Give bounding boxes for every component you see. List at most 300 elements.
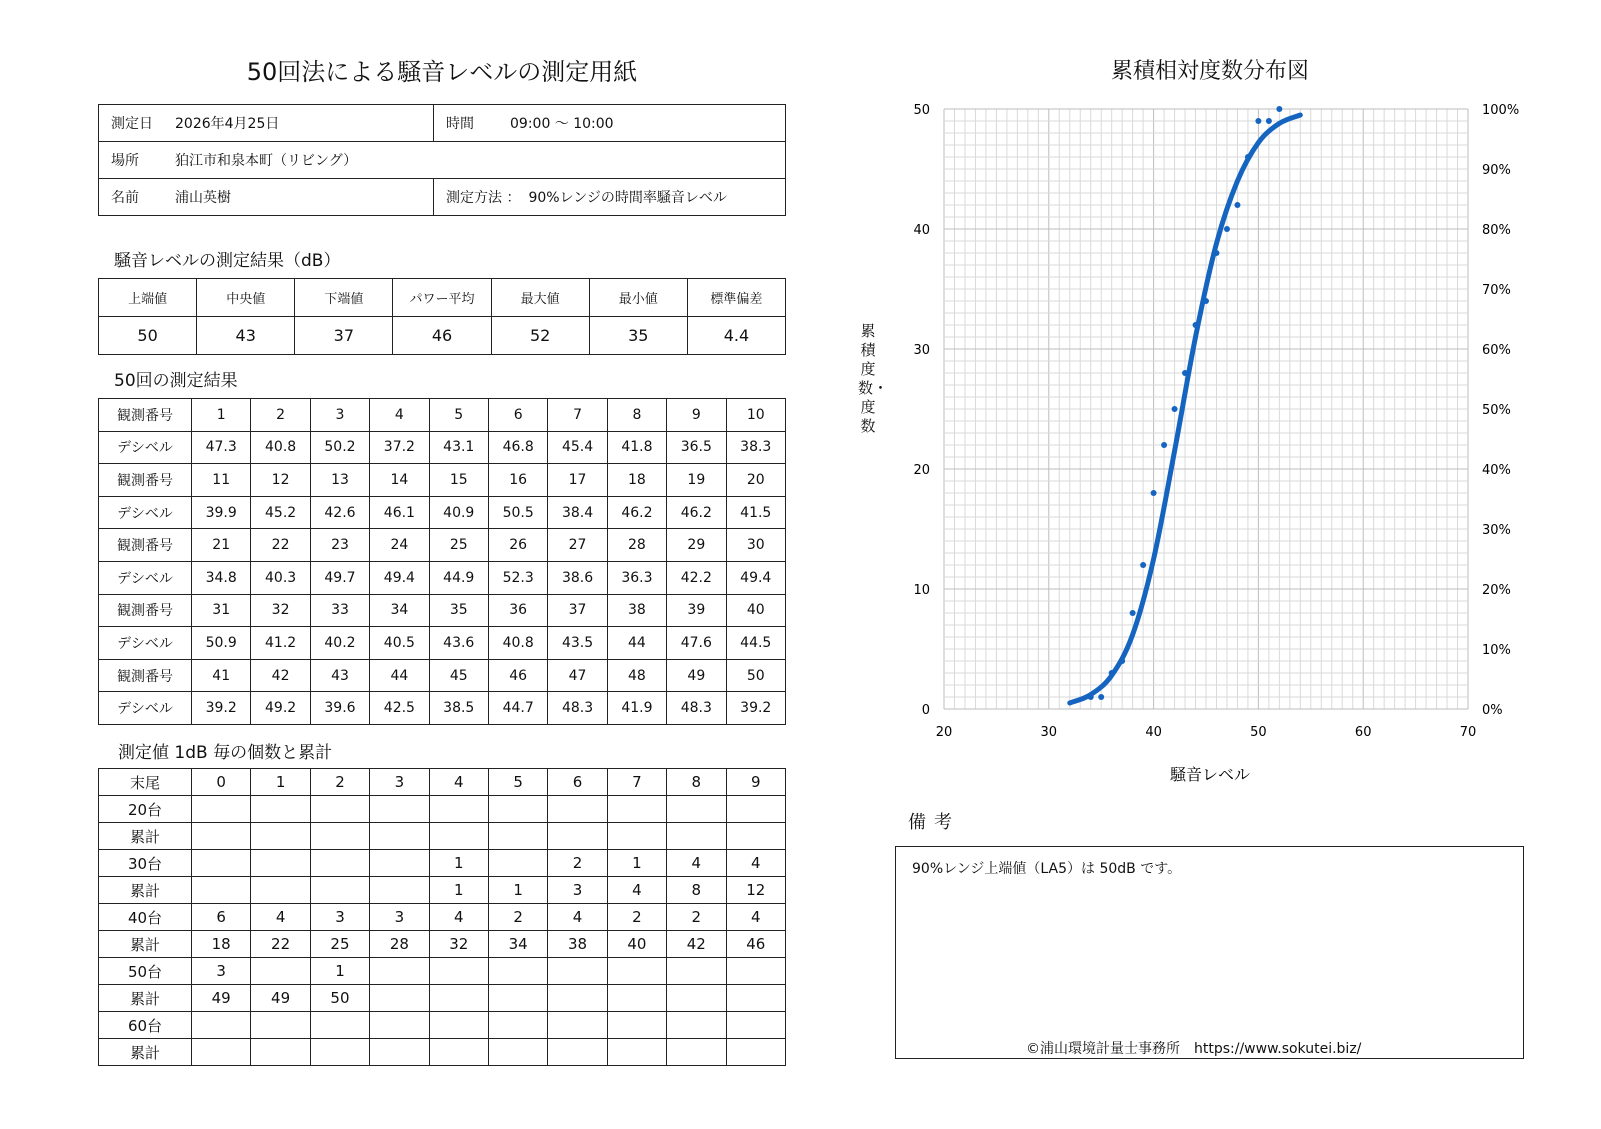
measurement-db: 43.5: [548, 627, 607, 660]
tally-cell: [251, 823, 310, 850]
measurement-db: 47.3: [192, 431, 251, 464]
measurement-number: 30: [726, 529, 785, 562]
notes-text: 90%レンジ上端値（LA5）は 50dB です。: [912, 861, 1182, 877]
measurement-value-row: [99, 627, 786, 660]
tally-cell: [607, 823, 666, 850]
tally-cell: 4: [726, 904, 785, 931]
measurement-db: 49.7: [310, 561, 369, 594]
measurement-number: 32: [251, 594, 310, 627]
measurement-db: 46.8: [488, 431, 547, 464]
time-label: 時間: [446, 116, 474, 132]
tally-cell: [548, 958, 607, 985]
measurement-number: 50: [726, 659, 785, 692]
data-point: [1234, 202, 1240, 208]
tally-cell: 1: [607, 850, 666, 877]
measurement-number: 10: [726, 399, 785, 432]
stats-header: 最小値: [589, 279, 687, 317]
tally-cell: [251, 958, 310, 985]
measurement-number: 38: [607, 594, 666, 627]
y2-tick-label: 70%: [1482, 283, 1511, 298]
tally-cell: [667, 958, 726, 985]
tally-row-label: 累計: [99, 931, 192, 958]
measurement-number: 5: [429, 399, 488, 432]
tally-row-label: 50台: [99, 958, 192, 985]
tally-cell: 50: [310, 985, 369, 1012]
tally-digit: 1: [251, 769, 310, 796]
measurement-db: 41.8: [607, 431, 666, 464]
tally-cell: [429, 958, 488, 985]
y2-tick-label: 100%: [1482, 103, 1520, 118]
tally-cell: [429, 1012, 488, 1039]
measurement-db: 40.5: [370, 627, 429, 660]
tally-cell: [607, 958, 666, 985]
tally-cell: [607, 1012, 666, 1039]
date-cell: [99, 105, 434, 142]
tally-cell: [370, 1012, 429, 1039]
info-table: [98, 104, 786, 216]
measurement-number: 35: [429, 594, 488, 627]
tally-cell: 4: [607, 877, 666, 904]
stats-value: 37: [295, 317, 393, 355]
tally-cell: 28: [370, 931, 429, 958]
measurement-db: 41.2: [251, 627, 310, 660]
y-tick-label: 0: [921, 703, 930, 718]
measurement-number: 22: [251, 529, 310, 562]
tally-cell: [370, 958, 429, 985]
notes-title: 備考: [908, 812, 960, 833]
data-point: [1140, 562, 1146, 568]
measurement-value-row: [99, 561, 786, 594]
tally-row-label: 累計: [99, 1039, 192, 1066]
measurement-number: 12: [251, 464, 310, 497]
tally-cell: [429, 1039, 488, 1066]
tally-cell: [192, 850, 251, 877]
stats-value: 43: [197, 317, 295, 355]
measurement-db: 39.9: [192, 496, 251, 529]
chart-ylabel: 累積度数・度数: [858, 322, 889, 435]
measurement-number: 8: [607, 399, 666, 432]
measurement-db: 36.5: [667, 431, 726, 464]
tally-cell: 3: [548, 877, 607, 904]
data-point: [1130, 610, 1136, 616]
tally-digit: 3: [370, 769, 429, 796]
measurement-number: 15: [429, 464, 488, 497]
tally-cell: [370, 877, 429, 904]
measurement-number: 37: [548, 594, 607, 627]
data-point: [1276, 106, 1282, 112]
stats-value: 35: [589, 317, 687, 355]
data-point: [1182, 370, 1188, 376]
tally-cell: [310, 1039, 369, 1066]
tally-cell: [488, 1012, 547, 1039]
tally-digit: 0: [192, 769, 251, 796]
data-point: [1109, 670, 1115, 676]
tally-cell: [488, 850, 547, 877]
x-tick-label: 60: [1354, 725, 1372, 740]
measurement-db: 40.8: [251, 431, 310, 464]
measurement-number: 6: [488, 399, 547, 432]
measurement-number: 46: [488, 659, 547, 692]
measurement-number: 29: [667, 529, 726, 562]
y2-tick-label: 90%: [1482, 163, 1511, 178]
tally-cell: [310, 1012, 369, 1039]
tally-row-label: 60台: [99, 1012, 192, 1039]
tally-title: 測定値 1dB 毎の個数と累計: [118, 743, 333, 763]
measurement-db: 44.9: [429, 561, 488, 594]
measurement-number: 25: [429, 529, 488, 562]
tally-cell: [667, 1039, 726, 1066]
tally-cell: [548, 796, 607, 823]
tally-table: [98, 768, 786, 1066]
row-label: デシベル: [99, 496, 192, 529]
measurement-db: 47.6: [667, 627, 726, 660]
tally-row-label: 累計: [99, 877, 192, 904]
x-tick-label: 40: [1145, 725, 1162, 740]
tally-cell: [251, 850, 310, 877]
tally-cell: 1: [488, 877, 547, 904]
data-point: [1172, 406, 1178, 412]
row-label: デシベル: [99, 627, 192, 660]
stats-value: 52: [491, 317, 589, 355]
measurement-number: 33: [310, 594, 369, 627]
measurement-number: 1: [192, 399, 251, 432]
measurement-number: 18: [607, 464, 666, 497]
tally-cell: [429, 985, 488, 1012]
data-point: [1098, 694, 1104, 700]
tally-cell: [251, 877, 310, 904]
measurement-db: 34.8: [192, 561, 251, 594]
measurement-number: 3: [310, 399, 369, 432]
measurement-number: 26: [488, 529, 547, 562]
y2-tick-label: 30%: [1482, 523, 1511, 538]
measurement-number-row: [99, 594, 786, 627]
tally-cell: [726, 958, 785, 985]
footer-credit: ©浦山環境計量士事務所 https://www.sokutei.biz/: [1026, 1041, 1362, 1057]
row-label: 観測番号: [99, 529, 192, 562]
tally-cell: [370, 985, 429, 1012]
stats-header: パワー平均: [393, 279, 491, 317]
tally-cell: [310, 796, 369, 823]
name-value: 浦山英樹: [175, 190, 231, 206]
tally-cell: [251, 796, 310, 823]
tally-cell: 25: [310, 931, 369, 958]
place-label: 場所: [111, 153, 139, 169]
measurement-number: 42: [251, 659, 310, 692]
measurement-number: 49: [667, 659, 726, 692]
data-point: [1266, 118, 1272, 124]
tally-cell: 4: [251, 904, 310, 931]
tally-cell: 4: [548, 904, 607, 931]
measurement-number: 34: [370, 594, 429, 627]
tally-cell: [251, 1039, 310, 1066]
measurement-db: 48.3: [667, 692, 726, 725]
y-tick-label: 30: [913, 343, 930, 358]
tally-cell: [607, 796, 666, 823]
data-point: [1161, 442, 1167, 448]
measurement-db: 49.4: [726, 561, 785, 594]
tally-header-label: 末尾: [99, 769, 192, 796]
tally-cell: [488, 796, 547, 823]
measurement-db: 38.3: [726, 431, 785, 464]
measurement-number: 7: [548, 399, 607, 432]
tally-cell: 1: [429, 850, 488, 877]
tally-cell: [251, 1012, 310, 1039]
measurement-db: 46.2: [607, 496, 666, 529]
tally-digit: 9: [726, 769, 785, 796]
tally-cell: 46: [726, 931, 785, 958]
tally-cell: [370, 850, 429, 877]
measurement-db: 40.9: [429, 496, 488, 529]
tally-cell: [192, 1039, 251, 1066]
tally-cell: [726, 1012, 785, 1039]
measurement-number: 14: [370, 464, 429, 497]
tally-cell: 4: [429, 904, 488, 931]
measurement-db: 44.5: [726, 627, 785, 660]
tally-cell: [726, 1039, 785, 1066]
method-label: 測定方法 ：: [446, 190, 521, 206]
tally-digit: 6: [548, 769, 607, 796]
y2-tick-label: 10%: [1482, 643, 1511, 658]
tally-row-label: 40台: [99, 904, 192, 931]
tally-cell: [488, 985, 547, 1012]
tally-cell: 12: [726, 877, 785, 904]
measurement-db: 50.2: [310, 431, 369, 464]
measurements-table: [98, 398, 786, 725]
tally-cell: 4: [726, 850, 785, 877]
measurement-number: 2: [251, 399, 310, 432]
tally-cell: [310, 823, 369, 850]
measurement-db: 52.3: [488, 561, 547, 594]
tally-cell: [488, 958, 547, 985]
measurement-db: 45.4: [548, 431, 607, 464]
measurement-db: 38.4: [548, 496, 607, 529]
tally-cell: 22: [251, 931, 310, 958]
tally-cell: [548, 823, 607, 850]
tally-cell: 2: [488, 904, 547, 931]
measurement-db: 49.2: [251, 692, 310, 725]
row-label: 観測番号: [99, 594, 192, 627]
y-tick-label: 20: [913, 463, 930, 478]
data-point: [1151, 490, 1157, 496]
tally-row-label: 20台: [99, 796, 192, 823]
measurement-number: 44: [370, 659, 429, 692]
tally-cell: 2: [548, 850, 607, 877]
time-value: 09:00 ～ 10:00: [510, 116, 614, 132]
tally-cell: 49: [192, 985, 251, 1012]
tally-cell: [667, 1012, 726, 1039]
y-tick-label: 40: [913, 223, 930, 238]
data-point: [1193, 322, 1199, 328]
stats-header: 上端値: [99, 279, 197, 317]
data-point: [1224, 226, 1230, 232]
measurement-number: 19: [667, 464, 726, 497]
measurement-db: 45.2: [251, 496, 310, 529]
measurement-db: 38.6: [548, 561, 607, 594]
place-value: 狛江市和泉本町（リビング）: [175, 153, 358, 169]
results-title: 騒音レベルの測定結果（dB）: [114, 251, 341, 271]
tally-cell: 40: [607, 931, 666, 958]
measurement-db: 40.8: [488, 627, 547, 660]
name-cell: [99, 179, 434, 216]
measurement-number: 39: [667, 594, 726, 627]
row-label: 観測番号: [99, 399, 192, 432]
tally-cell: [607, 1039, 666, 1066]
row-label: 観測番号: [99, 464, 192, 497]
measurement-db: 42.6: [310, 496, 369, 529]
place-cell: [99, 142, 786, 179]
tally-cell: [488, 1039, 547, 1066]
tally-cell: [370, 823, 429, 850]
measurement-db: 50.5: [488, 496, 547, 529]
date-label: 測定日: [111, 116, 153, 132]
tally-cell: [192, 796, 251, 823]
tally-cell: [310, 850, 369, 877]
measurement-db: 46.1: [370, 496, 429, 529]
measurement-db: 40.3: [251, 561, 310, 594]
measurement-number: 47: [548, 659, 607, 692]
measurement-db: 42.5: [370, 692, 429, 725]
tally-cell: [726, 985, 785, 1012]
y2-tick-label: 80%: [1482, 223, 1511, 238]
tally-cell: [607, 985, 666, 1012]
page-title: 50回法による騒音レベルの測定用紙: [246, 58, 638, 86]
row-label: デシベル: [99, 561, 192, 594]
tally-cell: 1: [429, 877, 488, 904]
measurement-number-row: [99, 464, 786, 497]
tally-cell: [429, 823, 488, 850]
stats-header: 最大値: [491, 279, 589, 317]
tally-cell: [726, 796, 785, 823]
x-tick-label: 30: [1040, 725, 1058, 740]
stats-header: 標準偏差: [687, 279, 785, 317]
stats-header: 下端値: [295, 279, 393, 317]
tally-cell: 8: [667, 877, 726, 904]
stats-value: 50: [99, 317, 197, 355]
data-point: [1255, 118, 1261, 124]
measurement-db: 48.3: [548, 692, 607, 725]
tally-cell: 42: [667, 931, 726, 958]
tally-digit: 5: [488, 769, 547, 796]
measurement-db: 36.3: [607, 561, 666, 594]
data-point: [1213, 250, 1219, 256]
tally-cell: 3: [192, 958, 251, 985]
date-value: 2026年4月25日: [175, 116, 280, 132]
measurement-value-row: [99, 496, 786, 529]
measurement-number: 41: [192, 659, 251, 692]
y-tick-label: 10: [913, 583, 930, 598]
measurement-number: 43: [310, 659, 369, 692]
row-label: デシベル: [99, 431, 192, 464]
measurement-number: 9: [667, 399, 726, 432]
x-tick-label: 20: [935, 725, 953, 740]
measurement-number-row: [99, 399, 786, 432]
measurement-db: 43.1: [429, 431, 488, 464]
tally-cell: 3: [370, 904, 429, 931]
chart-xlabel: 騒音レベル: [1169, 765, 1251, 784]
measurement-db: 44.7: [488, 692, 547, 725]
tally-cell: 6: [192, 904, 251, 931]
tally-row-label: 累計: [99, 823, 192, 850]
method-value: 90%レンジの時間率騒音レベル: [528, 190, 727, 206]
measurement-number: 13: [310, 464, 369, 497]
tally-cell: [310, 877, 369, 904]
measurement-number: 45: [429, 659, 488, 692]
measurement-db: 43.6: [429, 627, 488, 660]
method-cell: [434, 179, 786, 216]
data-point: [1245, 154, 1251, 160]
tally-cell: [192, 877, 251, 904]
stats-table: [98, 278, 786, 355]
tally-digit: 4: [429, 769, 488, 796]
measurement-db: 41.9: [607, 692, 666, 725]
tally-cell: 18: [192, 931, 251, 958]
measurement-db: 39.2: [726, 692, 785, 725]
tally-cell: [726, 823, 785, 850]
tally-cell: 2: [667, 904, 726, 931]
row-label: 観測番号: [99, 659, 192, 692]
tally-cell: [667, 823, 726, 850]
tally-digit: 2: [310, 769, 369, 796]
stats-value: 4.4: [687, 317, 785, 355]
tally-cell: [548, 1012, 607, 1039]
measurement-number: 11: [192, 464, 251, 497]
tally-cell: [370, 1039, 429, 1066]
tally-cell: [370, 796, 429, 823]
tally-cell: [488, 823, 547, 850]
tally-cell: 32: [429, 931, 488, 958]
tally-cell: [548, 1039, 607, 1066]
measurement-number: 31: [192, 594, 251, 627]
tally-cell: [192, 1012, 251, 1039]
tally-cell: 3: [310, 904, 369, 931]
measurement-number: 4: [370, 399, 429, 432]
y2-tick-label: 20%: [1482, 583, 1511, 598]
stats-value: 46: [393, 317, 491, 355]
tally-cell: [192, 823, 251, 850]
tally-cell: 34: [488, 931, 547, 958]
tally-cell: 1: [310, 958, 369, 985]
measurement-db: 38.5: [429, 692, 488, 725]
tally-cell: [548, 985, 607, 1012]
time-cell: [434, 105, 786, 142]
measurement-number: 48: [607, 659, 666, 692]
measurement-value-row: [99, 692, 786, 725]
tally-row-label: 30台: [99, 850, 192, 877]
x-tick-label: 50: [1250, 725, 1267, 740]
measurement-number: 17: [548, 464, 607, 497]
measurement-db: 42.2: [667, 561, 726, 594]
tally-cell: 38: [548, 931, 607, 958]
measurement-db: 37.2: [370, 431, 429, 464]
y2-tick-label: 60%: [1482, 343, 1511, 358]
y2-tick-label: 0%: [1482, 703, 1503, 718]
y2-tick-label: 50%: [1482, 403, 1511, 418]
measurement-db: 46.2: [667, 496, 726, 529]
measurement-number: 36: [488, 594, 547, 627]
chart-title: 累積相対度数分布図: [1110, 59, 1309, 84]
measurement-db: 49.4: [370, 561, 429, 594]
measurement-db: 41.5: [726, 496, 785, 529]
data-point: [1088, 694, 1094, 700]
tally-cell: 4: [667, 850, 726, 877]
measurement-value-row: [99, 431, 786, 464]
row-label: デシベル: [99, 692, 192, 725]
measurement-number: 24: [370, 529, 429, 562]
y2-tick-label: 40%: [1482, 463, 1511, 478]
tally-digit: 7: [607, 769, 666, 796]
measurement-db: 39.2: [192, 692, 251, 725]
measurements-title: 50回の測定結果: [114, 371, 238, 391]
